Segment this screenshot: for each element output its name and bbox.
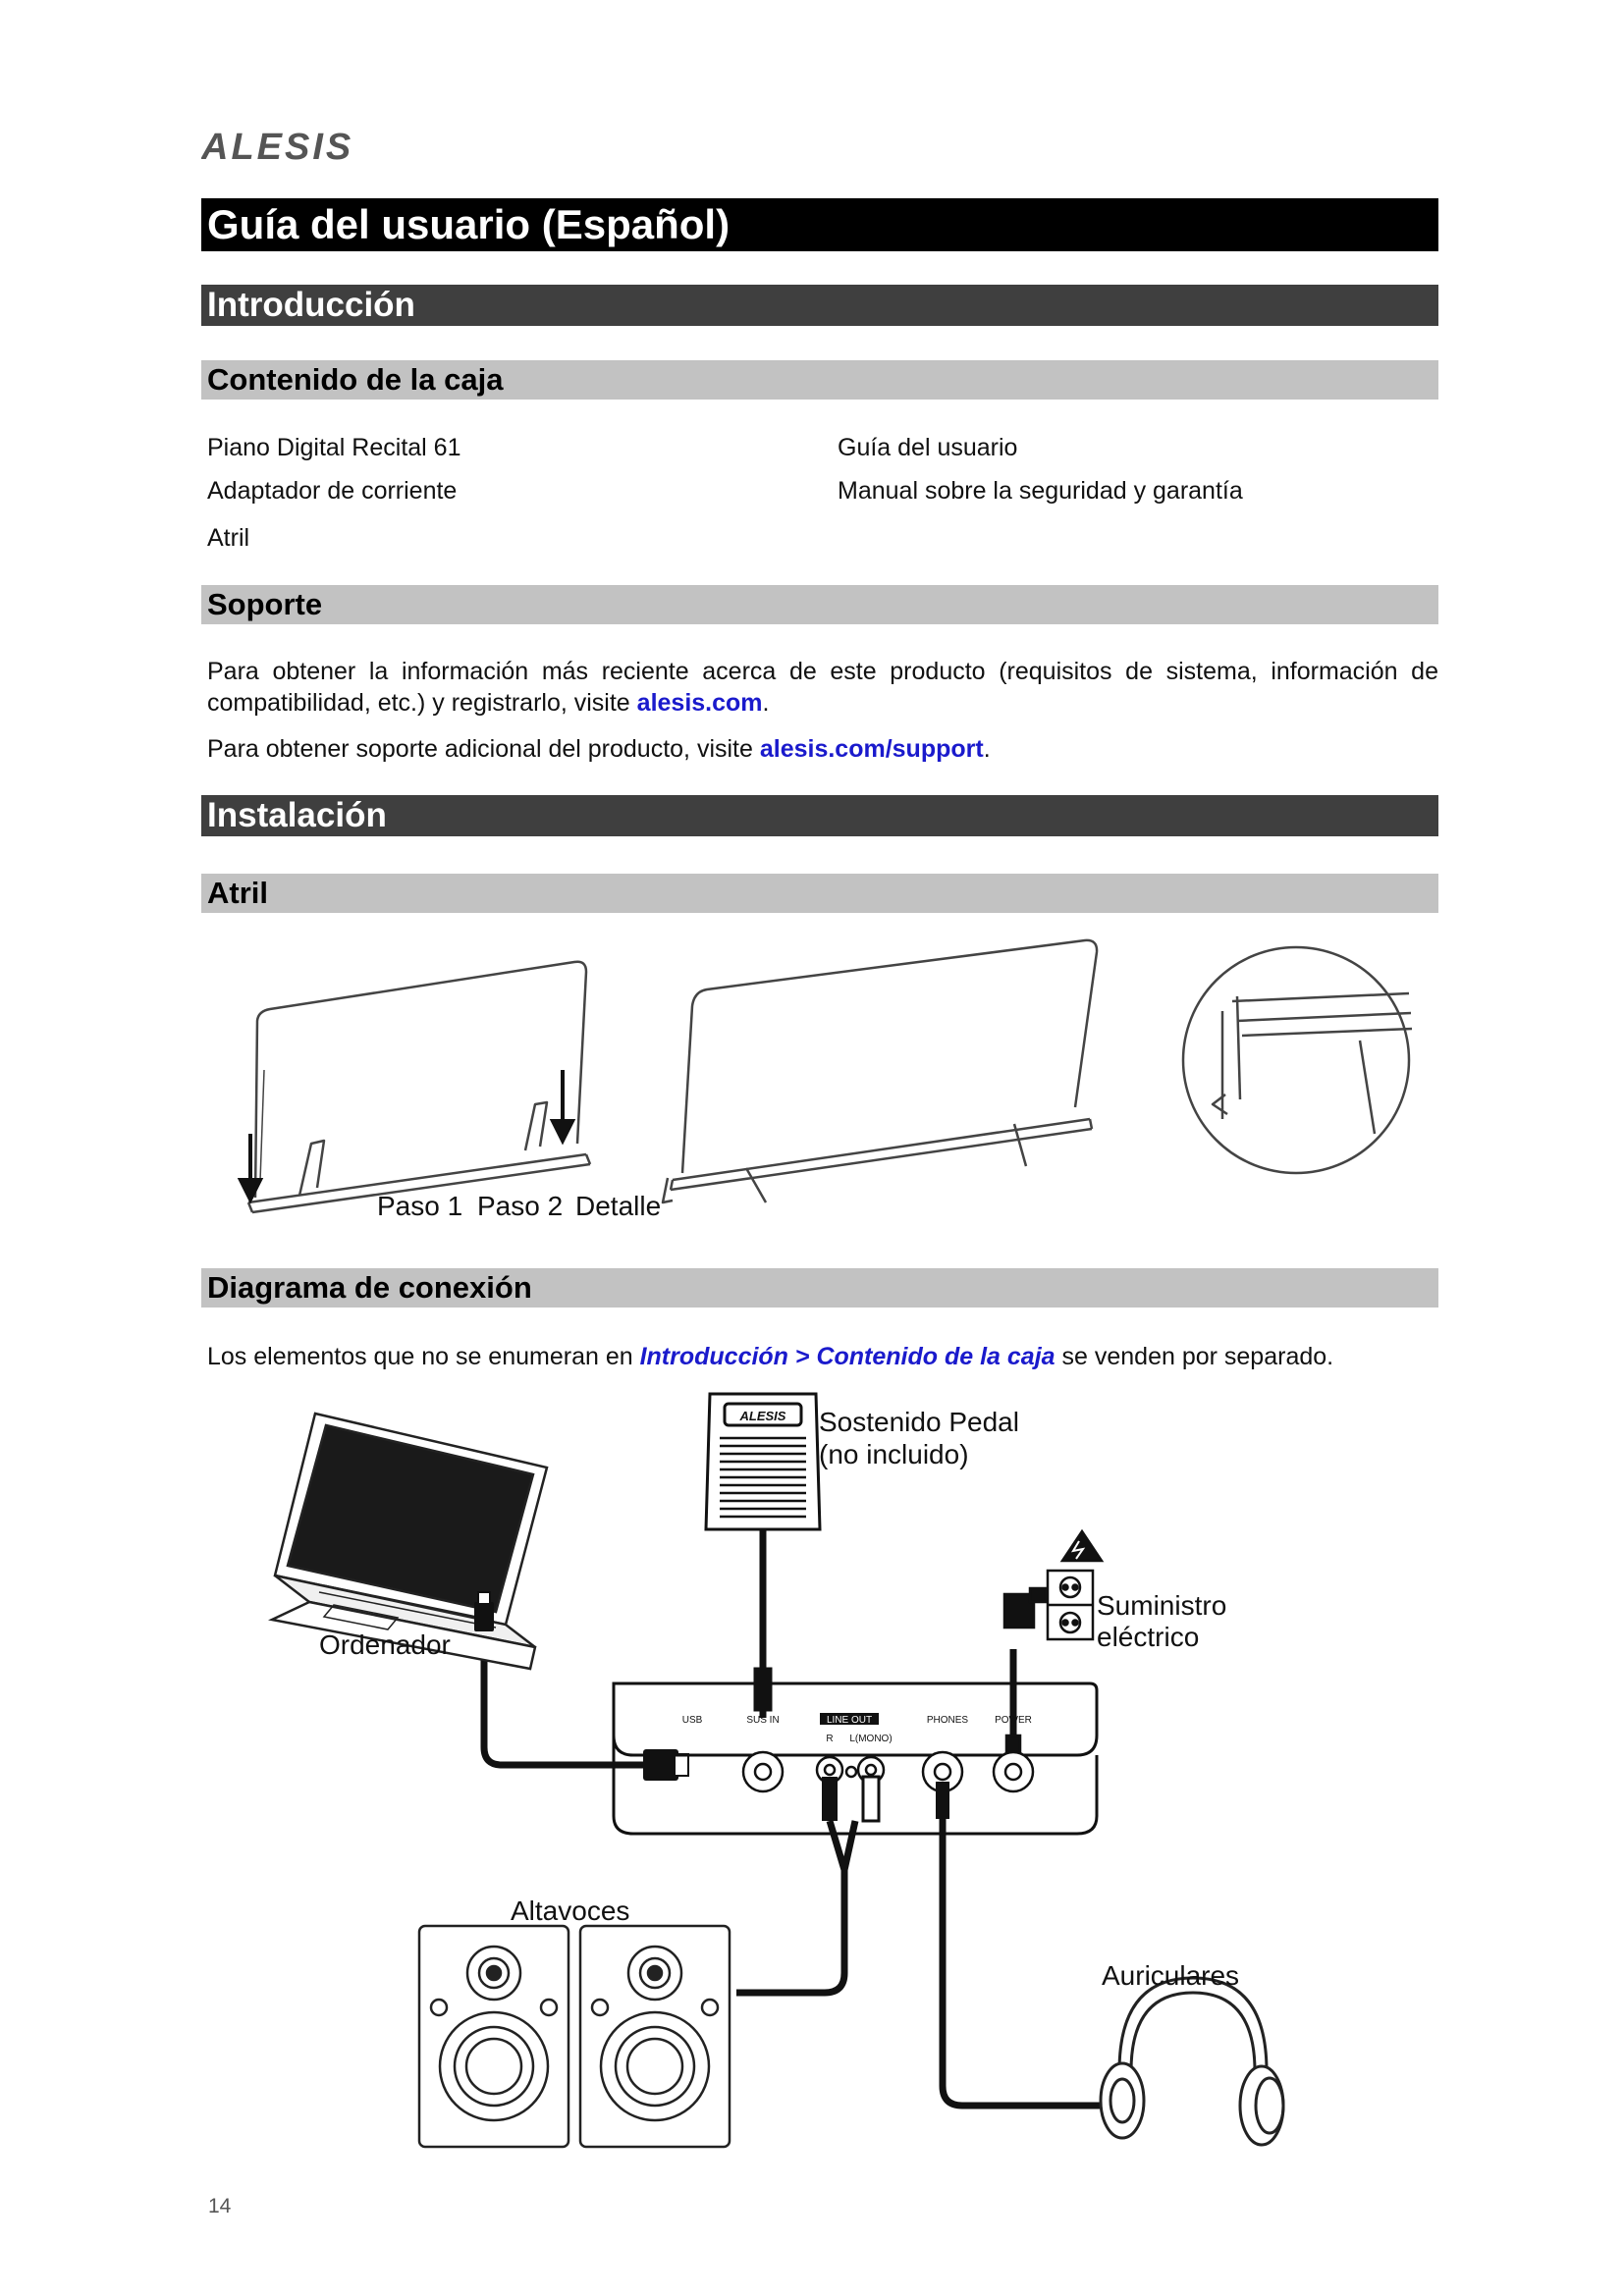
page-number: 14 [208,2195,232,2217]
intro-contents-link[interactable]: Introducción > Contenido de la caja [639,1343,1056,1370]
svg-text:ALESIS: ALESIS [739,1409,786,1423]
label-power-line2: eléctrico [1097,1622,1200,1652]
support-link[interactable]: alesis.com/support [759,735,984,763]
stand-detail-drawing [1183,947,1412,1173]
label-pedal-line1: Sostenido Pedal [819,1407,1019,1437]
box-item: Piano Digital Recital 61 [207,434,461,461]
stand-label-detail: Detalle [575,1191,662,1221]
alesis-logo [201,126,398,167]
speakers-drawing [419,1926,730,2147]
support-paragraph-2: Para obtener soporte adicional del producto, visite alesis.com/support. [207,735,991,763]
section-install-header: Instalación [201,795,1438,836]
svg-text:L(MONO): L(MONO) [849,1734,893,1744]
stand-step2-drawing [663,940,1097,1202]
alesis-link[interactable]: alesis.com [636,689,763,717]
svg-text:R: R [826,1734,834,1744]
support-paragraph-1: Para obtener la información más reciente acerca de este producto (requisitos de sistema, información de compatibilidad, etc.) y registrarlo, visite alesis.com. [207,658,1438,717]
box-item: Manual sobre la seguridad y garantía [838,477,1243,505]
section-box-contents-header: Contenido de la caja [201,360,1438,400]
label-power-line1: Suministro [1097,1590,1227,1621]
box-item: Guía del usuario [838,434,1018,461]
svg-text:PHONES: PHONES [926,1715,969,1726]
section-support-header: Soporte [201,585,1438,624]
box-item: Adaptador de corriente [207,477,458,505]
box-item: Atril [207,524,250,552]
svg-text:LINE OUT: LINE OUT [826,1715,873,1726]
logo-text: ALESIS [201,127,354,167]
stand-label-step2: Paso 2 [477,1191,564,1221]
svg-text:POWER: POWER [995,1715,1032,1726]
section-diagram-header: Diagrama de conexión [201,1268,1438,1308]
page-title: Guía del usuario (Español) [201,198,1438,251]
stand-illustration [201,923,1438,1237]
label-computer: Ordenador [319,1629,451,1660]
svg-text:SUS IN: SUS IN [746,1715,780,1726]
diagram-note: Los elementos que no se enumeran en Introducción > Contenido de la caja se venden por separado. [207,1343,1334,1370]
label-pedal-line2: (no incluido) [819,1439,969,1469]
section-intro-header: Introducción [201,285,1438,326]
section-stand-header: Atril [201,874,1438,913]
stand-label-step1: Paso 1 [377,1191,463,1221]
svg-text:USB: USB [681,1715,703,1726]
headphones-drawing [1101,1978,1283,2145]
connection-diagram [201,1384,1438,2160]
stand-step1-drawing [248,962,590,1212]
label-headphones: Auriculares [1102,1960,1240,1991]
label-speakers: Altavoces [511,1896,630,1926]
